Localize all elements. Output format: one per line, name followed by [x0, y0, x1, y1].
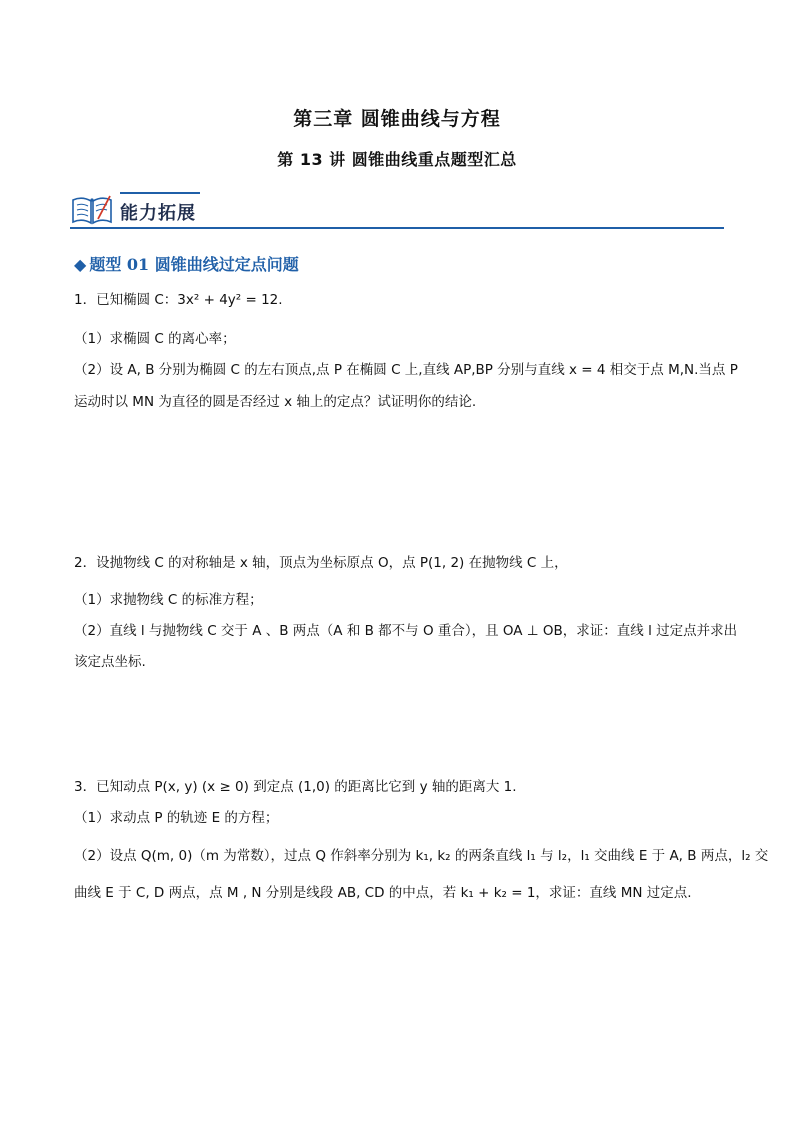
chapter-title: 第三章 圆锥曲线与方程 — [293, 108, 501, 130]
problem-1-stem: 1．已知椭圆 C：3x² + 4y² = 12. — [74, 292, 283, 308]
section-banner — [70, 186, 724, 232]
lecture-title: 第 13 讲 圆锥曲线重点题型汇总 — [277, 150, 517, 169]
banner-rule-top — [120, 192, 200, 194]
problem-2-part-2-cont: 该定点坐标. — [74, 654, 146, 670]
problem-1-part-2-cont: 运动时以 MN 为直径的圆是否经过 x 轴上的定点？试证明你的结论. — [74, 394, 477, 410]
diamond-icon: ◆ — [74, 255, 87, 274]
open-book-icon — [70, 192, 114, 226]
question-type-title: 题型 01 圆锥曲线过定点问题 — [89, 255, 299, 274]
problem-2-stem: 2．设抛物线 C 的对称轴是 x 轴，顶点为坐标原点 O，点 P(1, 2) 在抛物线 C 上， — [74, 555, 568, 571]
problem-3-part-2-cont: 曲线 E 于 C, D 两点，点 M , N 分别是线段 AB, CD 的中点，若 k₁ + k₂ = 1，求证：直线 MN 过定点. — [74, 885, 692, 901]
problem-2-part-1: （1）求抛物线 C 的标准方程； — [74, 592, 263, 608]
problem-1-part-2: （2）设 A, B 分别为椭圆 C 的左右顶点,点 P 在椭圆 C 上,直线 AP,BP 分别与直线 x = 4 相交于点 M,N.当点 P — [74, 362, 738, 378]
problem-3-stem: 3．已知动点 P(x, y) (x ≥ 0) 到定点 (1,0) 的距离比它到 y 轴的距离大 1. — [74, 779, 517, 795]
problem-2-part-2: （2）直线 l 与抛物线 C 交于 A 、B 两点（A 和 B 都不与 O 重合），且 OA ⊥ OB，求证：直线 l 过定点并求出 — [74, 623, 738, 639]
banner-label: 能力拓展 — [120, 203, 196, 224]
question-type-heading — [74, 252, 299, 275]
problem-1-part-1: （1）求椭圆 C 的离心率； — [74, 331, 236, 347]
problem-3-part-2: （2）设点 Q(m, 0)（m 为常数），过点 Q 作斜率分别为 k₁, k₂ 的两条直线 l₁ 与 l₂，l₁ 交曲线 E 于 A, B 两点，l₂ 交 — [74, 848, 769, 864]
problem-3-part-1: （1）求动点 P 的轨迹 E 的方程； — [74, 810, 279, 826]
banner-rule-bottom — [70, 227, 724, 229]
